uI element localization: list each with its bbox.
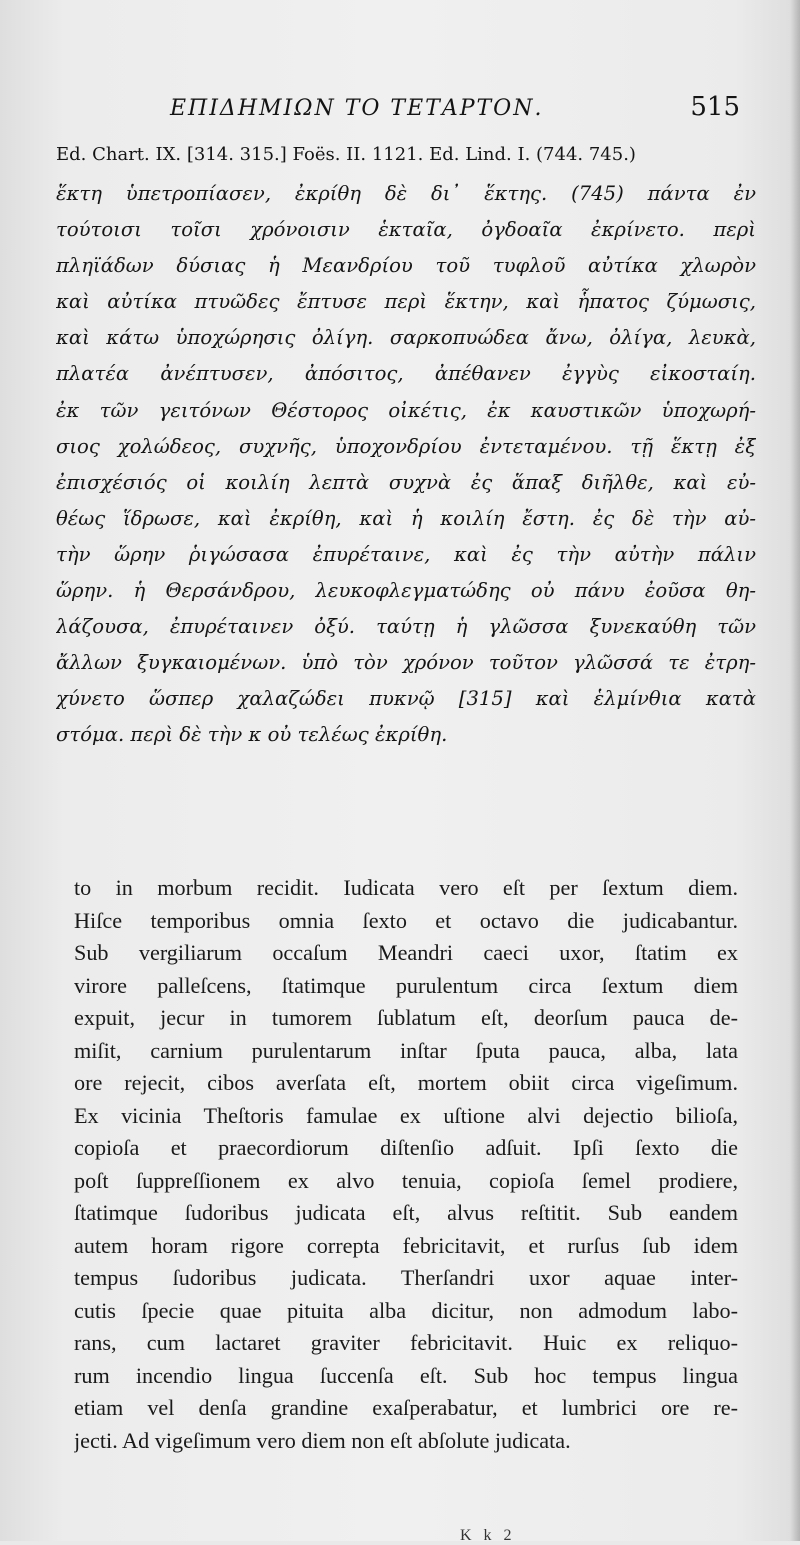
greek-text-line: ἐπισχέσιός οἱ κοιλίη λεπτὰ συχνὰ ἐς ἅπαξ διῆλθε, καὶ εὐ-	[56, 470, 756, 494]
latin-text-line: expuit, jecur in tumorem ſublatum eſt, deorſum pauca de-	[74, 1005, 738, 1030]
greek-text-line: καὶ αὐτίκα πτυῶδες ἔπτυσε περὶ ἕκτην, καὶ ἧπατος ζύμωσις,	[56, 290, 756, 314]
greek-text-line: χύνετο ὥσπερ χαλαζώδει πυκνῷ [315] καὶ ἑλμίνθια κατὰ	[56, 687, 756, 711]
latin-text-block	[74, 872, 738, 1457]
greek-text-line: καὶ κάτω ὑποχώρησις ὀλίγη. σαρκοπυώδεα ἄνω, ὀλίγα, λευκὰ,	[56, 326, 756, 350]
latin-text-line: ore rejecit, cibos averſata eſt, mortem obiit circa vigeſimum.	[74, 1070, 738, 1095]
running-title: ΕΠΙΔΗΜΙΩΝ ΤΟ ΤΕΤΑΡΤΟΝ.	[170, 96, 544, 121]
greek-text-line: στόμα. περὶ δὲ τὴν κ οὐ τελέως ἐκρίθη.	[56, 723, 448, 747]
latin-text-line: Ex vicinia Theſtoris famulae ex uſtione alvi dejectio bilioſa,	[74, 1102, 738, 1128]
page-number: 515	[690, 92, 740, 122]
latin-text-line: Sub vergiliarum occaſum Meandri caeci uxor, ſtatim ex	[74, 940, 738, 965]
latin-text-line: etiam vel denſa grandine exaſperabatur, et lumbrici ore re-	[74, 1395, 738, 1420]
latin-text-line: miſit, carnium purulentarum inſtar ſputa pauca, alba, lata	[74, 1037, 738, 1063]
greek-text-line: ἄλλων ξυγκαιομένων. ὑπὸ τὸν χρόνον τοῦτον γλῶσσά τε ἐτρη-	[56, 651, 756, 675]
greek-text-line: λάζουσα, ἐπυρέταινεν ὀξύ. ταύτῃ ἡ γλῶσσα ξυνεκαύθη τῶν	[56, 615, 756, 639]
latin-text-line: tempus ſudoribus judicata. Therſandri uxor aquae inter-	[74, 1265, 738, 1290]
latin-text-line: Hiſce temporibus omnia ſexto et octavo die judicabantur.	[74, 907, 738, 933]
printer-signature: K k 2	[460, 1527, 516, 1544]
edition-references: Ed. Chart. IX. [314. 315.] Foës. II. 1121. Ed. Lind. I. (744. 745.)	[56, 144, 636, 165]
greek-text-line: τὴν ὥρην ῥιγώσασα ἐπυρέταινε, καὶ ἐς τὴν αὐτὴν πάλιν	[56, 542, 756, 566]
greek-text-line: θέως ἵδρωσε, καὶ ἐκρίθη, καὶ ἡ κοιλίη ἔστη. ἐς δὲ τὴν αὐ-	[56, 506, 756, 530]
greek-text-block	[56, 176, 756, 754]
greek-text-line: σιος χολώδεος, συχνῆς, ὑποχονδρίου ἐντεταμένου. τῇ ἕκτῃ ἐξ	[56, 434, 756, 458]
latin-text-line: copioſa et praecordiorum diſtenſio adſuit. Ipſi ſexto die	[74, 1135, 738, 1160]
greek-text-line: πληϊάδων δύσιας ἡ Μεανδρίου τοῦ τυφλοῦ αὐτίκα χλωρὸν	[56, 254, 756, 278]
latin-text-line: virore palleſcens, ſtatimque purulentum circa ſextum diem	[74, 972, 738, 998]
latin-text-line: jecti. Ad vigeſimum vero diem non eſt abſolute judicata.	[74, 1427, 571, 1453]
latin-text-line: to in morbum recidit. Iudicata vero eſt per ſextum diem.	[74, 875, 738, 900]
greek-text-line: ἐκ τῶν γειτόνων Θέστορος οἰκέτις, ἐκ καυστικῶν ὑποχωρή-	[56, 398, 756, 422]
running-head	[60, 92, 740, 128]
latin-text-line: cutis ſpecie quae pituita alba dicitur, non admodum labo-	[74, 1297, 738, 1323]
greek-text-line: ὥρην. ἡ Θερσάνδρου, λευκοφλεγματώδης οὐ πάνυ ἐοῦσα θη-	[56, 579, 756, 603]
latin-text-line: poſt ſuppreſſionem ex alvo tenuia, copioſa ſemel prodiere,	[74, 1167, 738, 1193]
latin-text-line: ſtatimque ſudoribus judicata eſt, alvus reſtitit. Sub eandem	[74, 1200, 738, 1225]
latin-text-line: autem horam rigore correpta febricitavit, et rurſus ſub idem	[74, 1232, 738, 1258]
greek-text-line: πλατέα ἀνέπτυσεν, ἀπόσιτος, ἀπέθανεν ἐγγὺς εἰκοσταίη.	[56, 362, 756, 386]
greek-text-line: τούτοισι τοῖσι χρόνοισιν ἑκταῖα, ὀγδοαῖα ἐκρίνετο. περὶ	[56, 218, 756, 242]
latin-text-line: rans, cum lactaret graviter febricitavit. Huic ex reliquo-	[74, 1330, 738, 1355]
greek-text-line: ἕκτη ὑπετροπίασεν, ἐκρίθη δὲ δι᾽ ἕκτης. (745) πάντα ἐν	[56, 182, 756, 205]
latin-text-line: rum incendio lingua ſuccenſa eſt. Sub hoc tempus lingua	[74, 1362, 738, 1388]
